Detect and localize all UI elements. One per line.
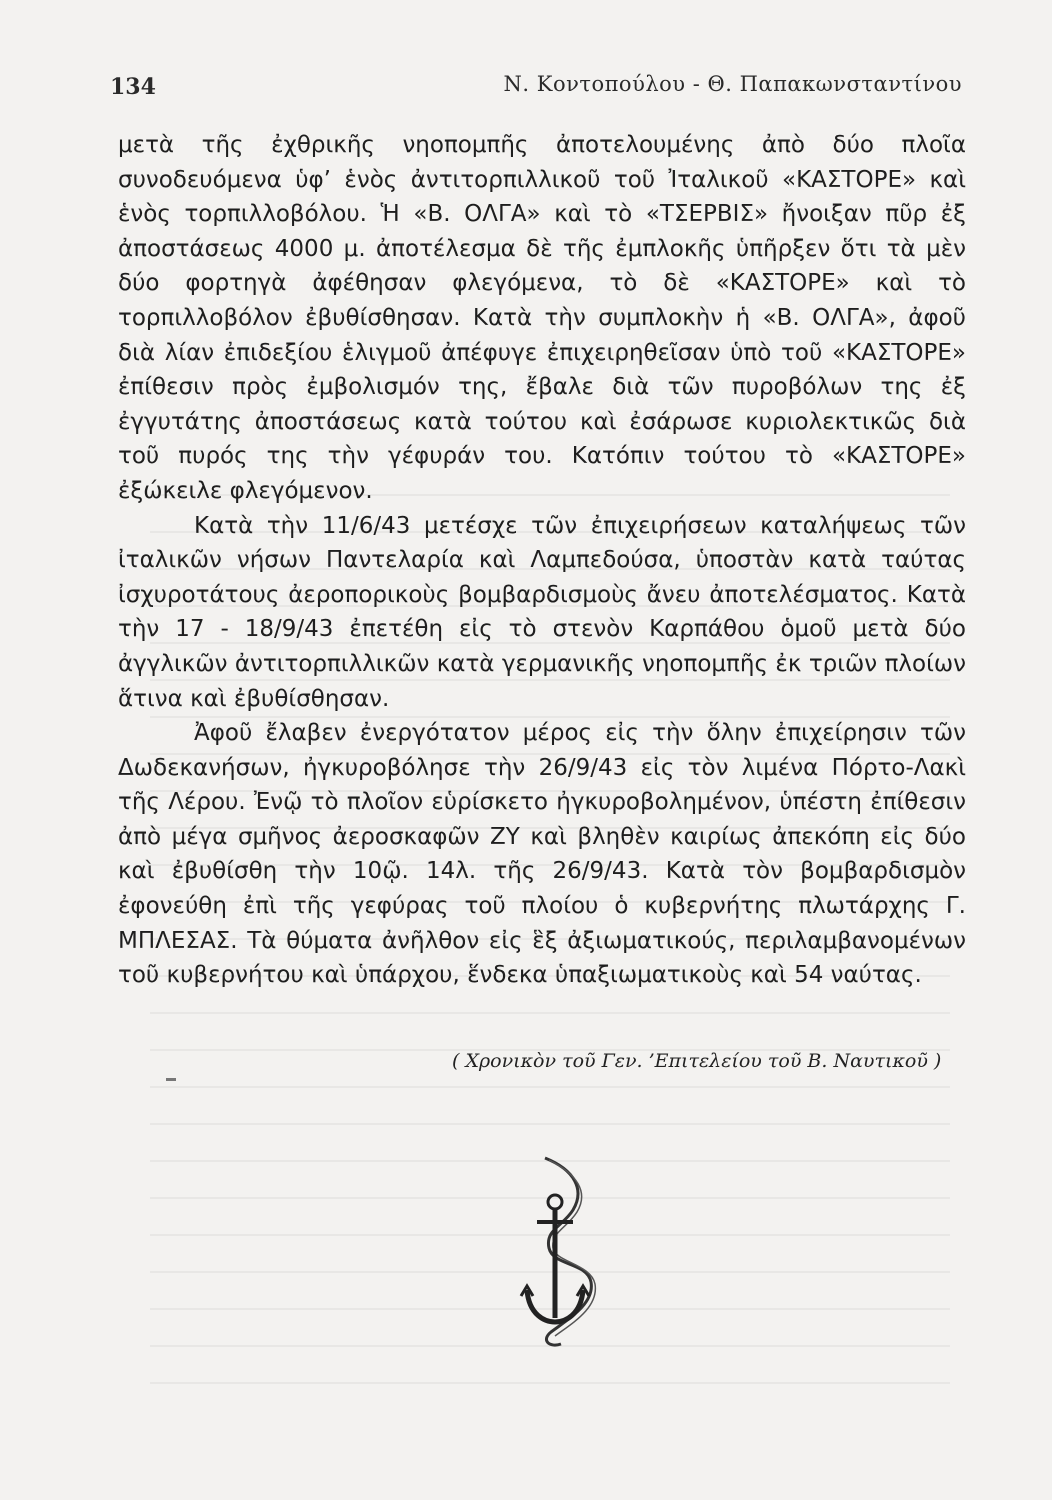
source-citation: ( Χρονικὸν τοῦ Γεν. ’Επιτελείου τοῦ Β. Ναυτικοῦ ) [452,1050,942,1072]
anchor-rope-emblem-icon [505,1150,625,1350]
page-header [110,72,962,102]
body-text [118,128,966,993]
paragraph-3: Ἀφοῦ ἔλαβεν ἐνεργότατον μέρος εἰς τὴν ὅλην ἐπιχείρησιν τῶν Δωδεκανήσων, ἠγκυροβόλησε τὴν 26/9/43 εἰς τὸν λιμένα Πόρτο-Λακὶ τῆς Λέρου. Ἐνῷ τὸ πλοῖον εὑρίσκετο ἠγκυροβολημένον, ὑπέστη ἐπίθεσιν ἀπὸ μέγα σμῆνος ἀεροσκαφῶν ΖΥ καὶ βληθὲν καιρίως ἀπεκόπη εἰς δύο καὶ ἐβυθίσθη τὴν 10ῷ. 14λ. τῆς 26/9/43. Κατὰ τὸν βομβαρδισμὸν ἐφονεύθη ἐπὶ τῆς γεφύρας τοῦ πλοίου ὁ κυβερνήτης πλωτάρχης Γ. ΜΠΛΕΣΑΣ. Τὰ θύματα ἀνῆλθον εἰς ἓξ ἀξιωματικούς, περιλαμβανομένων τοῦ κυβερνήτου καὶ ὑπάρχου, ἕνδεκα ὑπαξιωματικοὺς καὶ 54 ναύτας. [118,720,966,989]
running-head: Ν. Κοντοπούλου - Θ. Παπακωνσταντίνου [503,72,962,96]
paragraph-1: μετὰ τῆς ἐχθρικῆς νηοπομπῆς ἀποτελουμένης ἀπὸ δύο πλοῖα συνοδευόμενα ὑφ’ ἑνὸς ἀντιτορπιλλικοῦ τοῦ Ἰταλικοῦ «ΚΑΣΤΟΡΕ» καὶ ἑνὸς τορπιλλοβόλου. Ἡ «Β. ΟΛΓΑ» καὶ τὸ «ΤΣΕΡΒΙΣ» ἤνοιξαν πῦρ ἐξ ἀποστάσεως 4000 μ. ἀποτέλεσμα δὲ τῆς ἐμπλοκῆς ὑπῆρξεν ὅτι τὰ μὲν δύο φορτηγὰ ἀφέθησαν φλεγόμενα, τὸ δὲ «ΚΑΣΤΟΡΕ» καὶ τὸ τορπιλλοβόλον ἐβυθίσθησαν. Κατὰ τὴν συμπλοκὴν ἡ «Β. ΟΛΓΑ», ἀφοῦ διὰ λίαν ἐπιδεξίου ἑλιγμοῦ ἀπέφυγε ἐπιχειρηθεῖσαν ὑπὸ τοῦ «ΚΑΣΤΟΡΕ» ἐπίθεσιν πρὸς ἐμβολισμόν της, ἔβαλε διὰ τῶν πυροβόλων της ἐξ ἐγγυτάτης ἀποστάσεως κατὰ τούτου καὶ ἐσάρωσε κυριολεκτικῶς διὰ τοῦ πυρός της τὴν γέφυράν του. Κατόπιν τούτου τὸ «ΚΑΣΤΟΡΕ» ἐξώκειλε φλεγόμενον. [118,132,966,504]
page-number: 134 [110,74,156,100]
paragraph-2: Κατὰ τὴν 11/6/43 μετέσχε τῶν ἐπιχειρήσεων καταλήψεως τῶν ἰταλικῶν νήσων Παντελαρία καὶ Λαμπεδούσα, ὑποστὰν κατὰ ταύτας ἰσχυροτάτους ἀεροπορικοὺς βομβαρδισμοὺς ἄνευ ἀποτελέσματος. Κατὰ τὴν 17 - 18/9/43 ἐπετέθη εἰς τὸ στενὸν Καρπάθου ὁμοῦ μετὰ δύο ἀγγλικῶν ἀντιτορπιλλικῶν κατὰ γερμανικῆς νηοπομπῆς ἐκ τριῶν πλοίων ἅτινα καὶ ἐβυθίσθησαν. [118,512,966,712]
ink-mark [166,1078,176,1081]
